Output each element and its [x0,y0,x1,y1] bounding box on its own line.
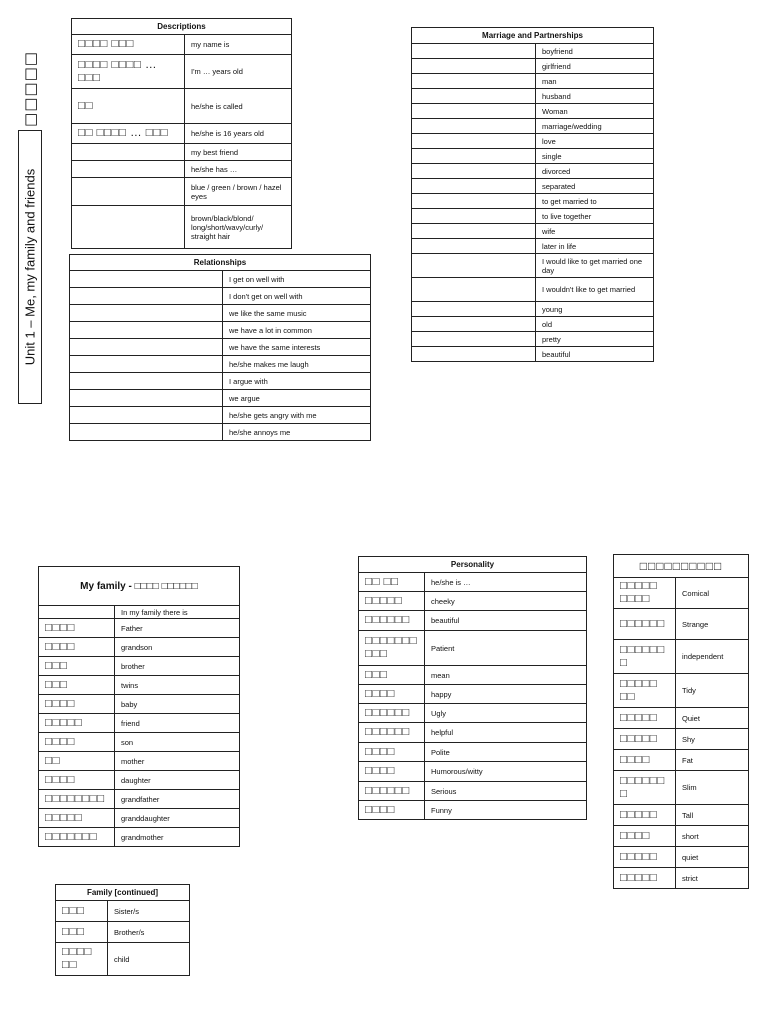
family-continued-body [56,901,190,976]
english-cell: we argue [223,390,371,407]
relationships-body [70,271,371,441]
table-row [412,74,654,89]
table-row [70,356,371,373]
table-row [72,124,292,144]
table-row [412,59,654,74]
english-cell: divorced [536,164,654,179]
table-row [70,305,371,322]
target-language-cell: □□□□□□ [614,609,676,640]
table-row [359,592,587,611]
my-family-table [38,566,240,847]
adjectives-body [614,578,749,889]
english-cell: brother [115,657,240,676]
target-language-cell: □□□□ [359,743,425,762]
table-row [70,288,371,305]
table-row [412,104,654,119]
descriptions-body [72,35,292,249]
english-cell: Tidy [676,674,749,708]
my-family-body [39,606,240,847]
table-row [359,782,587,801]
target-language-cell: □□□□ [39,619,115,638]
table-row [70,407,371,424]
table-row [412,44,654,59]
english-cell: grandfather [115,790,240,809]
unit-title-box [18,130,42,404]
table-row [359,743,587,762]
target-language-cell: □□□□□□ □ [614,640,676,674]
table-row [614,805,749,826]
table-row [359,762,587,782]
table-row [70,271,371,288]
english-cell: he/she annoys me [223,424,371,441]
english-cell: my name is [185,35,292,55]
target-language-cell [70,271,223,288]
target-language-cell [412,239,536,254]
target-language-cell [412,74,536,89]
table-row [70,339,371,356]
target-language-cell [70,407,223,424]
english-cell: I'm … years old [185,55,292,89]
target-language-cell: □□□□ □□□□ … □□□ [72,55,185,89]
english-cell: short [676,826,749,847]
target-language-cell: □□□□ [39,695,115,714]
table-row [39,752,240,771]
table-row [412,347,654,362]
table-row [359,631,587,666]
target-language-cell: □□□□□□□ [39,828,115,847]
target-language-cell: □□□□ [614,826,676,847]
table-row [412,149,654,164]
table-row [614,708,749,729]
table-row [614,640,749,674]
english-cell: cheeky [425,592,587,611]
english-cell: I get on well with [223,271,371,288]
target-language-cell [72,206,185,249]
target-language-cell [412,254,536,278]
target-language-cell [412,347,536,362]
target-language-cell: □□□□□□ □ [614,771,676,805]
target-language-cell: □□□□□ [39,714,115,733]
english-cell: later in life [536,239,654,254]
table-row [39,714,240,733]
target-language-cell [412,302,536,317]
english-cell: friend [115,714,240,733]
table-row [412,239,654,254]
english-cell: Strange [676,609,749,640]
table-row [72,161,292,178]
target-language-cell: □□□□□□□□ [39,790,115,809]
table-row [56,922,190,943]
target-language-cell [412,209,536,224]
english-cell: husband [536,89,654,104]
english-cell: to get married to [536,194,654,209]
table-row [412,317,654,332]
target-language-cell: □□□□ [39,638,115,657]
english-cell: he/she is … [425,573,587,592]
english-cell: Serious [425,782,587,801]
table-row [39,676,240,695]
target-language-cell: □□□□ [39,771,115,790]
english-cell: he/she makes me laugh [223,356,371,373]
my-family-title: My family - □□□□ □□□□□□ [39,567,240,606]
target-language-cell: □□□□□ [614,729,676,750]
table-row [614,826,749,847]
target-language-cell: □□□□□ [614,847,676,868]
personality-title: Personality [359,557,587,573]
english-cell: Sister/s [108,901,190,922]
table-row [412,209,654,224]
adjectives-table [613,554,749,889]
language-label [18,51,42,127]
english-cell: Woman [536,104,654,119]
table-row [56,943,190,976]
target-language-cell: □□□□□ □□ [614,674,676,708]
english-cell: girlfriend [536,59,654,74]
english-cell: Humorous/witty [425,762,587,782]
target-language-cell [70,390,223,407]
table-row [39,638,240,657]
target-language-cell [412,224,536,239]
english-cell: we have the same interests [223,339,371,356]
target-language-cell [72,161,185,178]
target-language-cell: □□□ [359,666,425,685]
table-row [70,424,371,441]
marriage-title: Marriage and Partnerships [412,28,654,44]
english-cell: Quiet [676,708,749,729]
english-cell: he/she is 16 years old [185,124,292,144]
target-language-cell [412,89,536,104]
target-language-cell [412,104,536,119]
english-cell: Father [115,619,240,638]
target-language-cell [412,44,536,59]
target-language-cell [39,606,115,619]
table-row [359,685,587,704]
target-language-cell [412,332,536,347]
unit-title: Unit 1 – Me, my family and friends [22,168,38,366]
target-language-cell: □□□□ □□□ [72,35,185,55]
table-row [72,206,292,249]
table-row [412,194,654,209]
english-cell: grandson [115,638,240,657]
english-cell: Shy [676,729,749,750]
descriptions-table [71,18,292,249]
english-cell: man [536,74,654,89]
table-row [412,302,654,317]
target-language-cell: □□□□ [359,762,425,782]
table-row [614,847,749,868]
english-cell: Ugly [425,704,587,723]
table-row [614,609,749,640]
english-cell: boyfriend [536,44,654,59]
relationships-table-box [69,254,371,441]
target-language-cell: □□□□□ [614,868,676,889]
target-language-cell: □□□□□□ [359,723,425,743]
table-row [39,695,240,714]
target-language-cell [70,373,223,390]
english-cell: Slim [676,771,749,805]
english-cell: we like the same music [223,305,371,322]
table-row [70,322,371,339]
table-row [359,723,587,743]
english-cell: brown/black/blond/ long/short/wavy/curly/ straight hair [185,206,292,249]
target-language-cell: □□□ [39,657,115,676]
marriage-table-box [411,27,654,362]
target-language-cell [412,149,536,164]
target-language-cell [412,59,536,74]
english-cell: quiet [676,847,749,868]
target-language-cell: □□□□ [614,750,676,771]
english-cell: old [536,317,654,332]
table-row [39,733,240,752]
adjectives-table-box [613,554,749,889]
target-language-cell: □□□□□□ [359,704,425,723]
english-cell: In my family there is [115,606,240,619]
relationships-title: Relationships [70,255,371,271]
table-row [614,771,749,805]
target-language-cell: □□□□□ [359,592,425,611]
table-row [70,373,371,390]
table-row [72,178,292,206]
my-family-table-box [38,566,240,847]
target-language-cell [70,424,223,441]
target-language-cell: □□□□□ [614,805,676,826]
target-language-cell: □□ [39,752,115,771]
target-language-cell: □□□□□ [614,708,676,729]
english-cell: son [115,733,240,752]
english-cell: wife [536,224,654,239]
table-row [359,611,587,631]
english-cell: I don't get on well with [223,288,371,305]
english-cell: baby [115,695,240,714]
english-cell: pretty [536,332,654,347]
table-row [412,179,654,194]
english-cell: I would like to get married one day [536,254,654,278]
table-row [39,828,240,847]
english-cell: mean [425,666,587,685]
target-language-cell [70,305,223,322]
english-cell: Fat [676,750,749,771]
target-language-cell [70,339,223,356]
english-cell: twins [115,676,240,695]
english-cell: happy [425,685,587,704]
english-cell: my best friend [185,144,292,161]
personality-body [359,573,587,820]
table-row [359,666,587,685]
target-language-cell [412,278,536,302]
table-row [412,164,654,179]
target-language-cell: □□□ [56,922,108,943]
target-language-cell: □□ □□ [359,573,425,592]
table-row [39,606,240,619]
family-continued-table [55,884,190,976]
descriptions-title: Descriptions [72,19,292,35]
english-cell: love [536,134,654,149]
english-cell: I argue with [223,373,371,390]
table-row [72,89,292,124]
english-cell: we have a lot in common [223,322,371,339]
target-language-cell [412,179,536,194]
table-row [412,134,654,149]
english-cell: Tall [676,805,749,826]
table-row [359,801,587,820]
english-cell: he/she gets angry with me [223,407,371,424]
table-row [72,35,292,55]
english-cell: separated [536,179,654,194]
target-language-cell: □□□ [39,676,115,695]
target-language-cell [72,178,185,206]
family-continued-table-box [55,884,190,976]
english-cell: young [536,302,654,317]
english-cell: beautiful [425,611,587,631]
table-row [39,809,240,828]
english-cell: child [108,943,190,976]
target-language-cell: □□□□□□ [359,611,425,631]
table-row [39,657,240,676]
english-cell: independent [676,640,749,674]
table-row [412,332,654,347]
target-language-cell: □□ [72,89,185,124]
target-language-cell [412,164,536,179]
english-cell: helpful [425,723,587,743]
target-language-cell: □□□□□□□ □□□ [359,631,425,666]
personality-table-box [358,556,587,820]
marriage-body [412,44,654,362]
target-language-cell [412,134,536,149]
table-row [412,89,654,104]
table-row [56,901,190,922]
descriptions-table-box [71,18,292,249]
target-language-cell: □□□□ □□ [56,943,108,976]
target-language-cell [412,194,536,209]
target-language-cell: □□□□□ [39,809,115,828]
english-cell: Patient [425,631,587,666]
table-row [614,868,749,889]
english-cell: he/she has … [185,161,292,178]
table-row [359,573,587,592]
english-cell: grandmother [115,828,240,847]
table-row [412,254,654,278]
english-cell: Funny [425,801,587,820]
table-row [412,278,654,302]
english-cell: beautiful [536,347,654,362]
table-row [614,750,749,771]
english-cell: marriage/wedding [536,119,654,134]
table-row [39,771,240,790]
english-cell: blue / green / brown / hazel eyes [185,178,292,206]
relationships-table [69,254,371,441]
target-language-cell: □□□□□ □□□□ [614,578,676,609]
english-cell: daughter [115,771,240,790]
target-language-cell [70,322,223,339]
table-row [359,704,587,723]
target-language-cell [72,144,185,161]
family-continued-title: Family [continued] [56,885,190,901]
english-cell: granddaughter [115,809,240,828]
table-row [614,578,749,609]
target-language-cell [70,288,223,305]
target-language-cell: □□□□ [39,733,115,752]
english-cell: strict [676,868,749,889]
target-language-cell [70,356,223,373]
table-row [39,619,240,638]
target-language-cell: □□ □□□□ … □□□ [72,124,185,144]
table-row [72,144,292,161]
personality-table [358,556,587,820]
target-language-cell [412,317,536,332]
table-row [39,790,240,809]
english-cell: Comical [676,578,749,609]
target-language-cell [412,119,536,134]
target-language-cell: □□□□□□ [359,782,425,801]
table-row [412,224,654,239]
language-label-text: □□□□□ [21,51,39,127]
target-language-cell: □□□□ [359,801,425,820]
table-row [70,390,371,407]
english-cell: I wouldn't like to get married [536,278,654,302]
english-cell: to live together [536,209,654,224]
target-language-cell: □□□□ [359,685,425,704]
adjectives-title: □□□□□□□□□□ [614,555,749,578]
english-cell: Polite [425,743,587,762]
english-cell: Brother/s [108,922,190,943]
table-row [614,674,749,708]
table-row [614,729,749,750]
target-language-cell: □□□ [56,901,108,922]
english-cell: mother [115,752,240,771]
english-cell: he/she is called [185,89,292,124]
english-cell: single [536,149,654,164]
table-row [72,55,292,89]
marriage-table [411,27,654,362]
table-row [412,119,654,134]
